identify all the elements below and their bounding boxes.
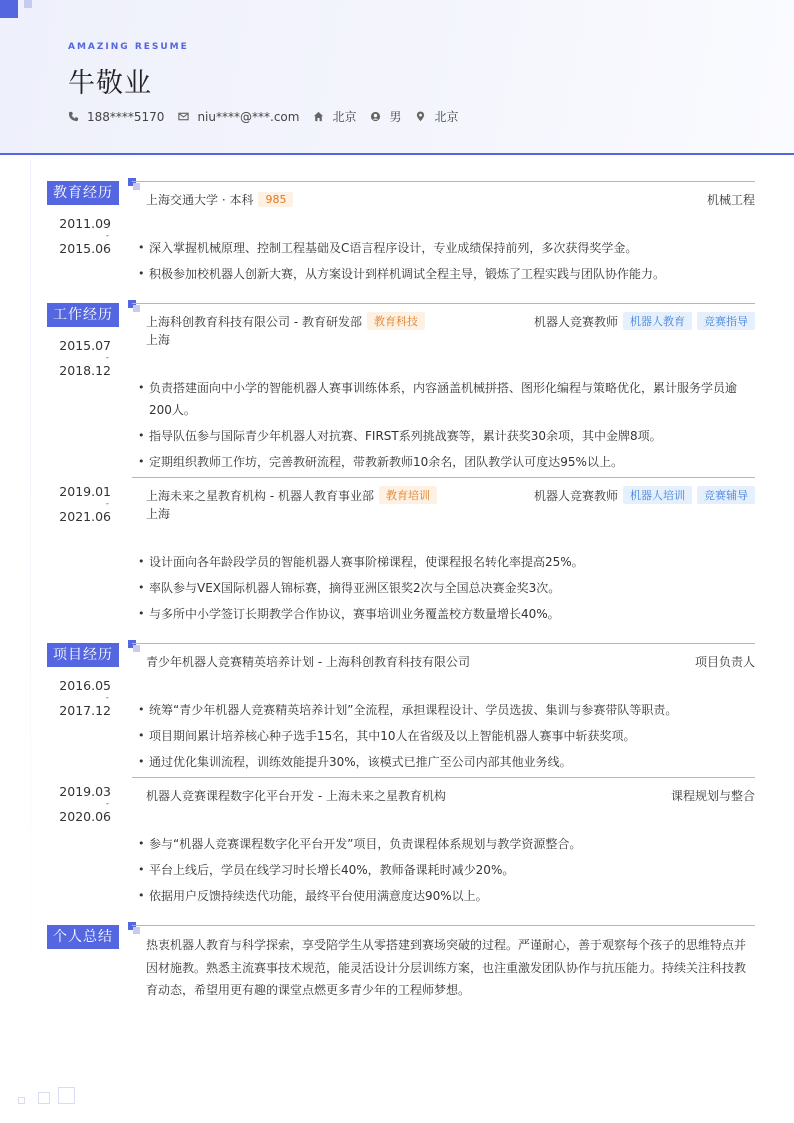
contact-email <box>178 110 299 124</box>
footer-square-decoration <box>38 1092 50 1104</box>
end-date: 2021.06 <box>59 509 111 524</box>
project-entry-header <box>146 651 755 671</box>
entry-divider <box>132 777 755 778</box>
list-item: • 深入掌握机械原理、控制工程基础及C语言程序设计，专业成绩保持前列，多次获得奖学金。 <box>137 237 749 259</box>
section-rule <box>132 181 755 182</box>
entry-divider <box>132 477 755 478</box>
job-role: 机器人竞赛教师 <box>533 314 618 329</box>
location-icon <box>415 111 426 122</box>
project-entry-header <box>146 785 755 805</box>
end-date: 2017.12 <box>59 703 111 718</box>
contact-location <box>415 108 458 125</box>
list-item: • 平台上线后，学员在线学习时长增长40%，教师备课耗时减少20%。 <box>137 859 749 881</box>
section-marker-light <box>133 645 140 652</box>
candidate-name: 牛敬业 <box>68 68 152 99</box>
project-role: 课程规划与整合 <box>670 788 755 803</box>
section-marker-light <box>133 183 140 190</box>
list-item: • 依据用户反馈持续迭代功能，最终平台使用满意度达90%以上。 <box>137 885 749 907</box>
header-divider <box>0 153 794 155</box>
company-name: 上海科创教育科技有限公司 - 教育研发部 <box>146 314 362 329</box>
list-item: • 指导队伍参与国际青少年机器人对抗赛、FIRST系列挑战赛等，累计获奖30余项，其中金牌8项。 <box>137 425 749 447</box>
start-date: 2015.07 <box>59 338 111 353</box>
contact-home-text: 北京 <box>332 110 357 124</box>
section-rule <box>132 925 755 926</box>
end-date: 2015.06 <box>59 241 111 256</box>
list-item: • 通过优化集训流程，训练效能提升30%，该模式已推广至公司内部其他业务线。 <box>137 751 749 773</box>
list-item: • 与多所中小学签订长期教学合作协议，赛事培训业务覆盖校方数量增长40%。 <box>137 603 749 625</box>
home-icon <box>313 111 324 122</box>
list-item: • 设计面向各年龄段学员的智能机器人赛事阶梯课程，使课程报名转化率提高25%。 <box>137 551 749 573</box>
work-date-range: 2019.01 - 2021.06 <box>42 480 111 529</box>
school-name: 上海交通大学 · 本科 <box>146 192 254 207</box>
gender-icon <box>370 111 381 122</box>
project-bullets <box>137 699 749 777</box>
project-date-range: 2016.05 - 2017.12 <box>42 674 111 723</box>
list-item: • 项目期间累计培养核心种子选手15名，其中10人在省级及以上智能机器人赛事中斩获奖项。 <box>137 725 749 747</box>
work-city: 上海 <box>146 333 171 347</box>
contact-gender-text: 男 <box>389 110 402 124</box>
section-title-summary: 个人总结 <box>47 925 119 949</box>
school-tag: 985 <box>258 192 293 207</box>
footer-square-decoration <box>58 1087 75 1104</box>
section-title-projects: 项目经历 <box>47 643 119 667</box>
industry-tag: 教育培训 <box>379 486 437 504</box>
start-date: 2019.01 <box>59 484 111 499</box>
work-entry-header <box>146 485 755 505</box>
work-city: 上海 <box>146 507 171 521</box>
project-date-range: 2019.03 - 2020.06 <box>42 780 111 829</box>
project-bullets <box>137 833 749 911</box>
corner-decoration-small <box>24 0 32 8</box>
role-tag: 竞赛辅导 <box>697 486 755 504</box>
list-item: • 定期组织教师工作坊，完善教研流程，带教新教师10余名，团队教学认可度达95%以上。 <box>137 451 749 473</box>
company-name: 上海未来之星教育机构 - 机器人教育事业部 <box>146 488 374 503</box>
industry-tag: 教育科技 <box>367 312 425 330</box>
work-bullets <box>137 551 749 629</box>
phone-icon <box>68 111 79 122</box>
role-tag: 机器人教育 <box>623 312 692 330</box>
education-bullets <box>137 237 749 289</box>
job-role: 机器人竞赛教师 <box>533 488 618 503</box>
contact-gender <box>370 108 401 125</box>
section-marker-light <box>133 305 140 312</box>
corner-decoration <box>0 0 18 18</box>
section-title-education: 教育经历 <box>47 181 119 205</box>
work-entry-header <box>146 311 755 331</box>
end-date: 2018.12 <box>59 363 111 378</box>
start-date: 2019.03 <box>59 784 111 799</box>
summary-text: 热衷机器人教育与科学探索，享受陪学生从零搭建到赛场突破的过程。严谨耐心，善于观察每个孩子的思维特点并因材施教。熟悉主流赛事技术规范，能灵活设计分层训练方案，也注重激发团队协作与抗压能力。持续关注科技教育动态，希望用更有趣的课堂点燃更多青少年的工程师梦想。 <box>146 938 747 997</box>
resume-tagline: AMAZING RESUME <box>68 42 189 52</box>
project-title: 机器人竞赛课程数字化平台开发 - 上海未来之星教育机构 <box>146 788 446 803</box>
end-date: 2020.06 <box>59 809 111 824</box>
contact-home <box>313 108 356 125</box>
list-item: • 参与“机器人竞赛课程数字化平台开发”项目，负责课程体系规划与教学资源整合。 <box>137 833 749 855</box>
contact-phone-text: 188****5170 <box>87 109 165 124</box>
list-item: • 积极参加校机器人创新大赛，从方案设计到样机调试全程主导，锻炼了工程实践与团队协作能力。 <box>137 263 749 285</box>
contact-location-text: 北京 <box>434 110 459 124</box>
list-item: • 负责搭建面向中小学的智能机器人赛事训练体系，内容涵盖机械拼搭、图形化编程与策略优化，累计服务学员逾200人。 <box>137 377 749 421</box>
project-role: 项目负责人 <box>694 654 755 669</box>
contact-phone <box>68 110 164 124</box>
work-bullets <box>137 377 749 477</box>
contact-email-text: niu****@***.com <box>197 109 300 124</box>
start-date: 2016.05 <box>59 678 111 693</box>
list-item: • 率队参与VEX国际机器人锦标赛，摘得亚洲区银奖2次与全国总决赛金奖3次。 <box>137 577 749 599</box>
section-title-work: 工作经历 <box>47 303 119 327</box>
major-name: 机械工程 <box>706 192 755 207</box>
role-tag: 机器人培训 <box>623 486 692 504</box>
section-marker-light <box>133 927 140 934</box>
education-date-range: 2011.09 - 2015.06 <box>42 212 111 261</box>
footer-square-decoration <box>18 1097 25 1104</box>
project-title: 青少年机器人竞赛精英培养计划 - 上海科创教育科技有限公司 <box>146 654 470 669</box>
education-entry-header <box>146 189 755 209</box>
start-date: 2011.09 <box>59 216 111 231</box>
side-decoration-line <box>30 160 31 1090</box>
mail-icon <box>178 111 189 122</box>
section-rule <box>132 643 755 644</box>
role-tag: 竞赛指导 <box>697 312 755 330</box>
work-date-range: 2015.07 - 2018.12 <box>42 334 111 383</box>
section-rule <box>132 303 755 304</box>
list-item: • 统筹“青少年机器人竞赛精英培养计划”全流程，承担课程设计、学员选拔、集训与参赛带队等职责。 <box>137 699 749 721</box>
contact-bar <box>68 108 473 125</box>
